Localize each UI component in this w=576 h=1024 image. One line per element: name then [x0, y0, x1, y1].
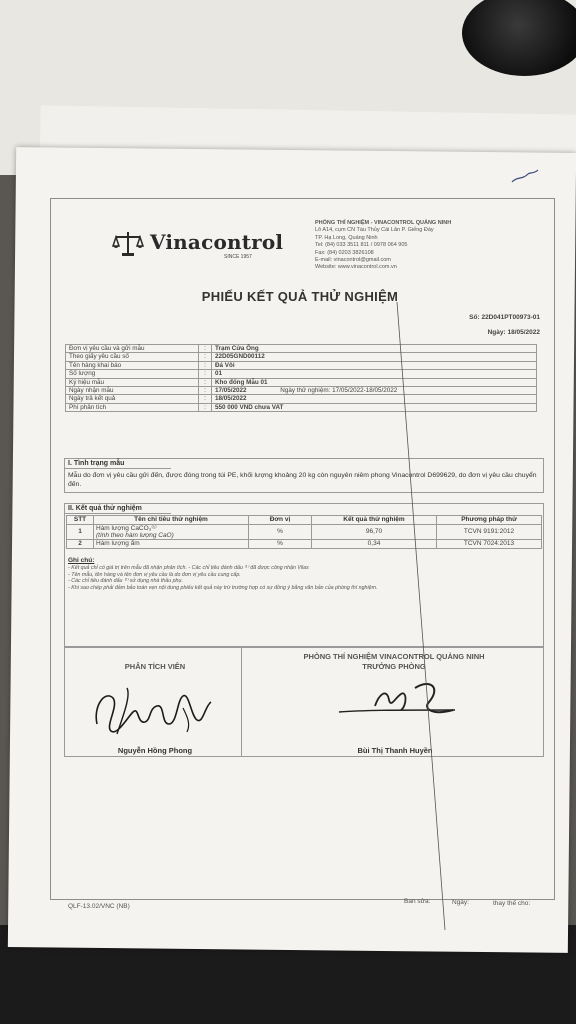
analyst-signature: [87, 676, 227, 738]
manager-name: Bùi Thị Thanh Huyền: [357, 746, 433, 755]
scales-icon: [112, 228, 144, 258]
edition-label: Ban sửa:: [404, 898, 431, 905]
lab-info-line: Tel: (84) 033 3511 811 / 0978 064 905: [315, 242, 408, 249]
column-header: Đơn vị: [249, 516, 312, 525]
info-value: [212, 387, 537, 395]
table-row: [67, 525, 542, 540]
info-value: Trạm Cửa Ông: [212, 345, 537, 353]
report-date: Ngày: 18/05/2022: [487, 329, 540, 336]
signature-area: [64, 647, 544, 757]
note-line: - Khi sao chép phải đảm bảo toàn vẹn nội dung phiếu kết quả này trừ trường hợp có sự đồng ý bằng văn bản của phòng thí nghiệm.: [68, 584, 378, 591]
row-stt: 1: [67, 525, 94, 540]
table-row: Ngày nhận mẫu : 17/05/2022 Ngày thử nghiệm: 17/05/2022-18/05/2022: [66, 387, 537, 395]
table-header-row: [67, 516, 542, 525]
note-line: - Tên mẫu, tên hàng và tên đơn vị yêu cầu là do đơn vị yêu cầu cung cấp.: [68, 571, 241, 578]
note-line: - Kết quả chỉ có giá trị trên mẫu đã nhận phân tích. - Các chỉ tiêu đánh dấu ⁽¹⁾ đã được công nhận Vilas: [68, 565, 309, 571]
info-value: 550 000 VND chưa VAT: [212, 403, 537, 411]
row-name: [94, 525, 249, 540]
sample-condition-section: [64, 458, 544, 493]
lab-info-line: Lô A14, cụm CN Tàu Thủy Cái Lân P. Giếng Đáy: [315, 227, 434, 234]
info-label: Đơn vị yêu cầu và gửi mẫu: [66, 345, 199, 353]
logo-text: Vinacontrol: [150, 230, 284, 254]
manager-org: PHÒNG THÍ NGHIỆM VINACONTROL QUẢNG NINH: [303, 652, 485, 661]
sample-info-table: [65, 344, 537, 412]
info-value: 01: [212, 370, 537, 378]
notes-title: Ghi chú:: [68, 557, 95, 564]
table-row: Theo giấy yêu cầu số : 22D05GND00112: [66, 353, 537, 361]
replace-label: thay thế cho:: [493, 900, 531, 907]
info-label: Số lượng: [66, 370, 199, 378]
row-stt: 2: [67, 540, 94, 549]
info-label: Ngày trả kết quả: [66, 395, 199, 403]
row-name: Hàm lượng ẩm: [94, 540, 249, 549]
logo-since: SINCE 1957: [224, 254, 252, 260]
info-value: 18/05/2022: [212, 395, 537, 403]
table-row: Tên hàng khai báo : Đá Vôi: [66, 361, 537, 369]
lab-info-line: TP. Hạ Long, Quảng Ninh: [315, 234, 378, 241]
table-row: Số lượng : 01: [66, 370, 537, 378]
form-code: QLF-13.02/VNC (NB): [68, 903, 130, 910]
report-number: Số: 22D041PT00973-01: [469, 314, 540, 321]
row-unit: %: [249, 525, 312, 540]
row-method: TCVN 9191:2012: [437, 525, 542, 540]
lab-info-line: PHÒNG THÍ NGHIỆM - VINACONTROL QUẢNG NINH: [315, 220, 452, 226]
column-header: Kết quả thử nghiệm: [312, 516, 437, 525]
document-title: PHIẾU KẾT QUẢ THỬ NGHIỆM: [201, 289, 399, 304]
lab-info-line: Fax: (84) 0203 3826108: [315, 249, 374, 256]
lab-info-line: E-mail: vinacontrol@gmail.com: [315, 257, 391, 264]
section-title: II. Kết quả thử nghiệm: [65, 504, 171, 514]
info-value: 22D05GND00112: [212, 353, 537, 361]
info-label: Phí phân tích: [66, 403, 199, 411]
signature-divider: [241, 648, 242, 756]
section-title: I. Tình trạng mẫu: [65, 459, 171, 469]
column-header: Phương pháp thử: [437, 516, 542, 525]
info-label: Ký hiệu mẫu: [66, 378, 199, 386]
table-row: Đơn vị yêu cầu và gửi mẫu : Trạm Cửa Ông: [66, 345, 537, 353]
lab-address-block: [315, 220, 540, 272]
info-label: Tên hàng khai báo: [66, 361, 199, 369]
info-value: Kho đống Mẫu 01: [212, 378, 537, 386]
manager-title: TRƯỞNG PHÒNG: [362, 662, 426, 671]
lab-info-line: Website: www.vinacontrol.com.vn: [315, 264, 397, 271]
section-text: Mẫu do đơn vị yêu cầu gửi đến, được đóng trong túi PE, khối lượng khoảng 20 kg còn nguyên niêm phong Vinacontrol D699629, do đơn vị yêu cầu chuyển đến.: [68, 472, 537, 488]
info-label: Ngày nhận mẫu: [66, 387, 199, 395]
column-header: STT: [67, 516, 94, 525]
row-method: TCVN 7024:2013: [437, 540, 542, 549]
receive-date: 17/05/2022: [215, 387, 247, 395]
analyst-name: Nguyễn Hồng Phong: [117, 746, 193, 755]
table-row: Ngày trả kết quả : 18/05/2022: [66, 395, 537, 403]
indicator-name: Hàm lượng CaCO₃⁽¹⁾: [96, 525, 157, 532]
table-row: Phí phân tích : 550 000 VND chưa VAT: [66, 403, 537, 411]
column-header: Tên chỉ tiêu thử nghiệm: [94, 516, 249, 525]
row-result: 0,34: [312, 540, 437, 549]
vinacontrol-logo: [112, 228, 287, 262]
row-unit: %: [249, 540, 312, 549]
table-row: [67, 540, 542, 549]
test-date: Ngày thử nghiệm: 17/05/2022-18/05/2022: [280, 387, 398, 395]
pen-mark: [510, 168, 540, 188]
info-value: Đá Vôi: [212, 361, 537, 369]
results-table: [66, 515, 542, 549]
analyst-title: PHÂN TÍCH VIÊN: [124, 662, 186, 671]
info-label: Theo giấy yêu cầu số: [66, 353, 199, 361]
note-line: - Các chỉ tiêu đánh dấu ⁽²⁾ sử dụng nhà thầu phụ.: [68, 578, 183, 585]
date-label: Ngày:: [452, 899, 469, 906]
pen-line: [395, 300, 455, 940]
test-results-section: [64, 503, 544, 647]
table-row: Ký hiệu mẫu : Kho đống Mẫu 01: [66, 378, 537, 386]
row-result: 96,70: [312, 525, 437, 540]
indicator-sub: (tính theo hàm lượng CaO): [96, 532, 174, 539]
